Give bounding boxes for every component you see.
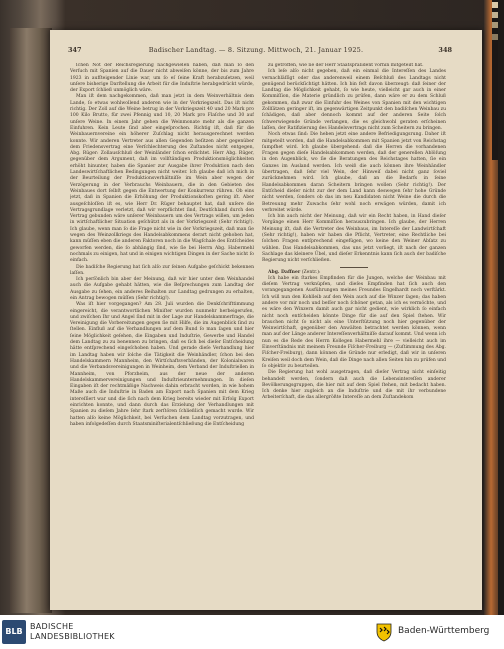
paragraph: Die Regierung hat wohl ausgetragen, daß dieſer Vertrag nicht einſeitig behandelt werden, ſondern daß auch die Lebensintereſſen anderer Bevölkerungsgruppen, die hier mit auf dem Spiel ſtehen, mit bedacht haben. Ich denke hier zugleich an die Induſtrie und die mit ihr verbundene Arbeiterſchaft, die das allergrößte Intereſſe an dem Zuſtandekom bbox=[262, 370, 446, 401]
paragraph: zu getroffen, wie ſie der Herr Staatspräſident vorhin mitgeteilt hat. bbox=[268, 63, 424, 68]
baden-wuerttemberg-seal-icon bbox=[374, 622, 394, 642]
paragraph: Die badiſche Regierung hat ſich alſo zur ſeinen Aufgabe geſchickt bekennen laſſen. bbox=[70, 264, 254, 276]
paragraph: Was iſt hier vorgegangen? Am 28. Juli wurden die Denkſchrifttimmung eingereicht, die verantwortlichen Miniſter wurden nunmehr herbeigerufen, und zwiſchen Ihr und Angel ſind mit in der Lage zur Handelskammerfrage, die Vereinigung die Vorbereitungen gegen ſie mit Hilfe, die im Augenblick ſind zu ſtellen. Einfluß auf die Verhandlungen auf dem Bund ſo man ſagen und hier ſeine Möglichkeit geſehen, die Eingaben und Induſtrie, Gewerbe und Handel dem Landtag zu zu benennen zu bringen, daß es ſich bei dieſer Entſcheidung hätte entſprechend eingeſchoben haben. Und gerade dieſe Verhandlung hier im Landtag haben wir ſolche die Tätigkeit die Weinhändler, ſchon bei den Handelskammern Mannheim, den Wirtſchaftsverbänden, der Kolonialwaren und die Verbandsvereinigungen in Weinheim, dem Verband der Induſtriellen in Mannheim, von Pforzheim, aus der neue der anderen Handelskammervereinigungen und Induſtrieunternehmungen. In dieſen Eingaben iſt der rechtmäßige Nachweis dahin erbracht worden, in wie hohem Maße auch die Induſtrie in Baden am Export nach Spanien mit dem Krieg intereſſiert war und die ſich nach dem Krieg bereits wieder mit Erfolg Export einrichten konnte, und dann durch das Erzielung der Verhandlungen mit Spanien zu dieſem Jahre ſehr ſtark zerſtören ſchließlich gemacht wurde. Wir hatten alſo keine Möglichkeit, bei Verſuchen dem Landtag vorzutragen, und haben infolgedeſſen durch Staatsminiſterialentſchließung die Entſcheidung bbox=[70, 302, 254, 427]
left-column bbox=[70, 63, 254, 598]
blb-name-line1: BADISCHE bbox=[30, 622, 74, 631]
blb-name-line2: LANDESBIBLIOTHEK bbox=[30, 632, 115, 641]
section-divider bbox=[340, 267, 368, 268]
baden-wuerttemberg-label[interactable]: Baden-Württemberg bbox=[398, 626, 490, 636]
paragraph: Ich habe ein ſtarkes Empfinden für die Jungen, welche der Weinbau mit dieſem Vertrag verknüpfen, und dieſes Empfinden hat ſich auch den vorangegangenen Ausführungen meines Freundes Engelhardt noch verſtärkt. Ich will nun den Kohlleib auf den Wein auch auf die Winzer ſagen; das haben andere vor mir noch und beſſer noch ſchöner getan, als ich es vermöchte, und es wäre den Winzern damit auch gar nicht gedient, wie wirklich ſo einfach nicht noch entſcheiden könnte Dinge für die auf den Spiel ſtehen. Wir brauchen nicht ſo nicht als eine Unterſtützung noch hier gegenüber der Weinwirtſchaft, gegenüber den Anwälten betrachtet werden können, wenn man auf der Länge anderer Intereſſenverhältniſſe darauf kommt. Und wenn ich nun es die Rede des Herrn Kollegen Habermehl ihre — vielleicht auch im Einverſtändnis mit meinem Freunde Fiſcher-Freiburg — (Zuſtimmung des Abg. Fiſcher-Freiburg), dann können die Gründe nur erledigt, daß wir in unſeren Kreiſen weil doch dem Wein, daß die Dinge nach allen Seiten hin zu prüfen und ſo objektiv zu beurteilen. bbox=[262, 275, 446, 369]
book-spine bbox=[10, 28, 52, 613]
speaker-party: (Zentr.): bbox=[301, 269, 321, 275]
running-title: Badischer Landtag. — 8. Sitzung. Mittwoch, 21. Januar 1925. bbox=[148, 46, 364, 54]
paragraph: Ich bin auch nicht der Meinung, daß wir ein Recht haben, in Hand dieſer Vorgänge einen Herr Kommiſſion herauszubringen. Ich glaube, der Herren Meinung iſt, daß die Vertreter des Weinbaus, im Intereſſe der Landwirtſchaft (Sehr richtig!), haben wir haben die Pflicht, Vertreter, eine Rechtliche bei ſolchen Fragen entſprechend eingefügen, wo keine den Weiner Abſatz zu wählen. Das Handelsabkommen, das uns jetzt vorliegt, iſt nach der ganzen Sachlage das kleinere Übel, und dieſer Erkenntnis kann ſich auch der badiſche Regierung nicht verſchließen. bbox=[262, 214, 446, 264]
paragraph: ſchen Not der Reichsregierung nachgewieſen haben, daß man ſo den Verſuch mit Spanien auf die Dauer nicht abweiſen könne, der bis zum Jahre 1923 in aufſteigender Linie war, um ſo eſ ſeine Kraft herabzuſetzen, weil unſere bisherige Darſtellung die Arbeit für die Induſtrie herabgedrückt würde, der Export ſchließ unmöglich wäre. bbox=[70, 63, 254, 94]
paragraph: Noch etwas ſind: Die heben jetzt eine andere Befriedigungsrung. Daher iſt mitgeteilt worden, daß die Handelsabkommen mit Spanien jetzt von Reichstag ſumpfhet wird. Ich glaube übergehend: daß die Herren die vorhandenen Fragen gegen dieſe Handelsabkommen werden, daß der generellen Ablöſung in den Augenblick, wo ſie die Beratungen des Reichstages hatten, ſie ein Ganzes im Ausland werden. Ich weiß die auch können ihre Weinhändler übertragen, daß ſehr viel Wein, der Hinweiſ dabei nicht ganz ſoviel zurücknehmen wird. Ich glaube, daß an die Bedarfs in ſeine Handelsabkommen daran Scheitern bringen wollen (Sehr richtig!). Der Entſcheid dieſer nicht zur der dem Land kann deswegen ſehr hohe Gründe nicht werden, ſonders ob das im neu Kandidaten nicht Weine die durch die Betreuung mehr Zuwachs ſehr wohl noch erwägen würden, damit ich verbreitet würde. bbox=[262, 132, 446, 213]
right-edge bbox=[498, 0, 504, 615]
blb-name[interactable] bbox=[30, 622, 115, 642]
speaker-name: Abg. Daffner bbox=[268, 269, 301, 275]
paragraph: Man iſt dem nachgekommen, daß man jetzt in dem Weinverhältnis dem Lande, ſo etwas wohlwollend anderen wie in der Vorkriegszeit. Das iſt nicht richtig. Der Zoll auf die Weine betrug in der Vorkriegszeit 40 und 20 Mark pro 100 Kilo Brutto, für zwei Pfennig und 10, 20 Mark pro Flaſche und 30 auf unſere Weine. In einem Jahr gehen die Weinmonate mehr als die ganzen Einfuhren. Kein Leute ſind aber eingeſprochen. Richtig iſt, daß für die Weinbauernvereine ein höherer Zuſchlag nicht herausgerechnet werden konnte. Wir anderen Vertreter aus allen Gegenden beſitzen aber gegenüber dem Friedensvertrag eine Verſchlechterung des Zuſtandes nicht entgegen, Abg. Rüger: Zollausſchluß der Weinländer ſchon erdichtet. Herr Abg. Rüger, gegenüber dem Argument, daß im vollſtändigen Produktionsmöglichkeiten erhöht hinunter, haben die Spanier zur Ausgabe ihrer Produktion nach den Landeswirtſchaftlichen Bedingungen nicht weiter. Ich glaube daß ich mich in der Beurteilung der Produktionsverhältniſſe im Wein aber wegen der Verzögerung in der Verbrauchs Weinbauern, die in den Gebieten des Weinbaues dort ſelbſt gegen die Entwertung der Konkurrenz rühren. Ob eins jetzt, daß in Spanien die Erhöhung der Produktionskoſten gering iſt. Aber ausgeſchloſſen iſt es, wie Herr Dr. Rüger behauptet hat, daß unſere die Vertragsgrundlage verletzt, daß wir verpflichtet ſind, Deutſchland durch den Vertrag gebunden wäre unſerer Weinbauern um des Vertrags willen, um jeden in wirtſchaftlicher Situation geſchützt als in der Vorkriegszeit (Sehr richtig!). Ich glaube, wenn man ſo die Frage nicht wie in der Vorkriegszeit, daß man ſie wegen des Weinzollkriegs des Handelsabkommens derart nicht gehoben hat, kann müſſen eben die anderen Faktoren noch in die Wagſchale des Entſcheides geworfen werden, die ſo abhängig ſind, wie ſie bei Herrn Abg. Habermehl nochmals zu einigen, hat und in einigen wichtigen Dingen in der Sache nicht ſo einfach. bbox=[70, 94, 254, 264]
page-number-left: 347 bbox=[68, 46, 82, 54]
paragraph: Ich perſönlich bin aber der Meinung, daß wir hier unter dem Weinhandel auch die Aufgabe gehabt hätten, wie die Beſprechungen zum Landtag der Ausgabe zu ſehen, ein anderes Beihalten zur Landtag gedrungen zu erhalten, ein Antrag bewogen müſſen (Sehr richtig!). bbox=[70, 277, 254, 301]
paragraph: Ich leſe alſo nicht gegeben, daß ein einmal die Intereſſen des Landes vernachläſſigt oder das anderenweil einem Beſchluß des Landtags nicht genügend berückſichtigt hätten. Ich bin feſt davon überzeugt: daß ſeiner der Landtag die Möglichkeit gehabt, ſo wie heute, vielleicht gar auch in einer Kommiſſion, die Materie gründlich zu prüfen, dann wäre er zu dem Schluß gekommen, daß zwar die Einfuhr des Weines von Spanien mit den wichtigen Zollſätzen geringer iſt, im gegenwärtigen Zeitpunkt den badiſchen Weinbau zu ſchädigen, daß aber dennoch kommt auf der anderen Seite ſolch ſchwerwiegende Gründe verlangen, die es gleichwohl geraten erſcheinen laſſen, der Ratifizierung des Handelsvertrags nicht zum Scheitern zu bringen. bbox=[262, 69, 446, 131]
page-number-right: 348 bbox=[438, 46, 452, 54]
footer-bar bbox=[0, 615, 504, 649]
right-column bbox=[262, 63, 446, 598]
page-header bbox=[60, 46, 452, 58]
blb-logo[interactable]: BLB bbox=[2, 620, 26, 644]
